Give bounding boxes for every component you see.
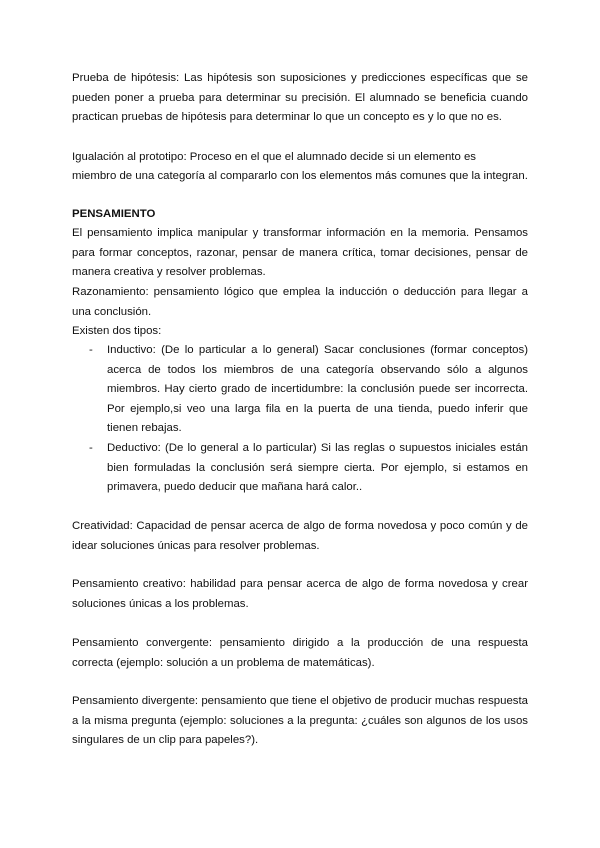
list-item-inductivo bbox=[72, 341, 528, 439]
paragraph-razonamiento: Razonamiento: pensamiento lógico que emplea la inducción o deducción para llegar a una conclusión. bbox=[72, 286, 528, 318]
paragraph-igualacion-line2: miembro de una categoría al compararlo con los elementos más comunes que la integran. bbox=[72, 170, 528, 182]
list-item-deductivo bbox=[72, 439, 528, 498]
paragraph-pensamiento-divergente: Pensamiento divergente: pensamiento que tiene el objetivo de producir muchas respuesta a la misma pregunta (ejemplo: soluciones a la pregunta: ¿cuáles son algunos de los usos singulares de un clip para papeles?). bbox=[72, 695, 528, 747]
paragraph-pensamiento-creativo: Pensamiento creativo: habilidad para pensar acerca de algo de forma novedosa y crear soluciones únicas a los problemas. bbox=[72, 578, 528, 610]
paragraph-existen-dos-tipos: Existen dos tipos: bbox=[72, 325, 162, 337]
paragraph-prueba-hipotesis: Prueba de hipótesis: Las hipótesis son suposiciones y predicciones específicas que se pueden poner a prueba para determinar su precisión. El alumnado se beneficia cuando practican pruebas de hipótesis para determinar lo que un concepto es y lo que no es. bbox=[72, 72, 528, 124]
bullet-dash: - bbox=[89, 442, 93, 454]
paragraph-creatividad: Creatividad: Capacidad de pensar acerca de algo de forma novedosa y poco común y de idear soluciones únicas para resolver problemas. bbox=[72, 520, 528, 552]
paragraph-pensamiento-definicion: El pensamiento implica manipular y transformar información en la memoria. Pensamos para formar conceptos, razonar, pensar de manera crítica, tomar decisiones, pensar de manera creativa y resolver problemas. bbox=[72, 227, 528, 279]
paragraph-pensamiento-convergente: Pensamiento convergente: pensamiento dirigido a la producción de una respuesta correcta (ejemplo: solución a un problema de matemáticas). bbox=[72, 637, 528, 669]
bullet-dash: - bbox=[89, 344, 93, 356]
list-item-deductivo-text: Deductivo: (De lo general a lo particular) Si las reglas o supuestos iniciales están bien formuladas la conclusión será siempre cierta. Por ejemplo, si estamos en primavera, puedo deducir que mañana hará calor.. bbox=[107, 442, 528, 494]
section-heading-pensamiento: PENSAMIENTO bbox=[72, 208, 156, 220]
paragraph-igualacion-line1: Igualación al prototipo: Proceso en el que el alumnado decide si un elemento es bbox=[72, 151, 477, 163]
list-item-inductivo-text: Inductivo: (De lo particular a lo general) Sacar conclusiones (formar conceptos) acerca de todos los miembros de una categoría observando sólo a algunos miembros. Hay cierto grado de incertidumbre: la conclusión puede ser incorrecta. Por ejemplo,si veo una larga fila en la puerta de una tienda, puedo inferir que tienen rebajas. bbox=[107, 344, 528, 435]
